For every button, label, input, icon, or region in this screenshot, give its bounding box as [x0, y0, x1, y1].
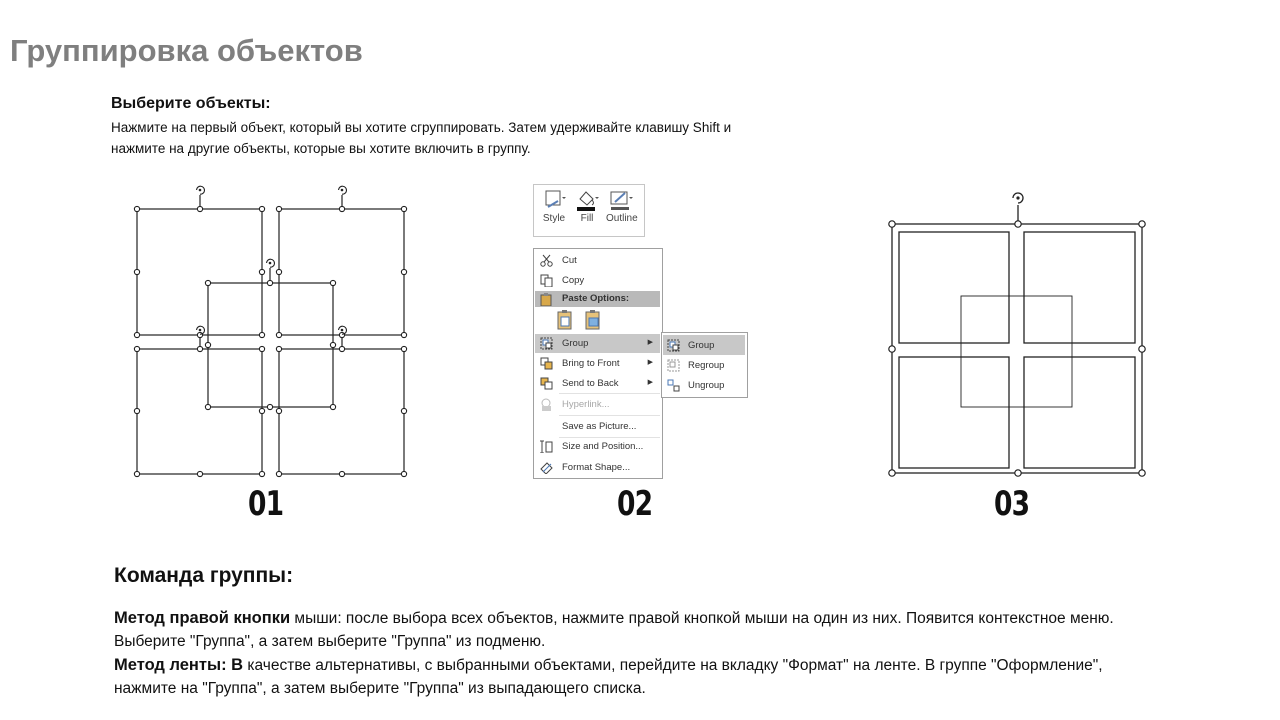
style-icon [542, 189, 566, 211]
group-submenu [661, 332, 748, 398]
menu-item-save-as-picture[interactable]: Save as Picture... [562, 421, 637, 432]
format-ribbon-group [533, 184, 645, 237]
ribbon-method-label: Метод ленты: В [114, 656, 244, 674]
submenu-item-ungroup[interactable]: Ungroup [663, 375, 745, 395]
submenu-arrow-icon: ▶ [647, 379, 653, 386]
selected-square-center [208, 283, 333, 407]
right-click-method-paragraph [114, 607, 1114, 653]
group-icon [667, 339, 680, 352]
bring-front-icon [540, 357, 553, 370]
size-position-icon [540, 440, 553, 453]
select-objects-text: Нажмите на первый объект, который вы хотите сгруппировать. Затем удерживайте клавишу Shift и нажмите на другие объекты, которые вы хотите включить в группу. [111, 120, 732, 156]
selected-square-top-right [279, 209, 404, 335]
group-icon [540, 337, 553, 350]
selected-square-bottom-left [137, 349, 262, 474]
ungroup-icon [667, 379, 680, 392]
menu-item-copy[interactable]: Copy [535, 271, 660, 290]
style-button[interactable]: Style [539, 189, 569, 224]
format-shape-icon [540, 461, 553, 474]
menu-item-paste-options: Paste Options: [535, 291, 660, 307]
menu-item-cut[interactable]: Cut [535, 251, 660, 270]
group-selection-frame [892, 224, 1142, 473]
group-command-heading: Команда группы: [114, 564, 294, 587]
figure-01-selected-shapes [125, 178, 420, 483]
ribbon-method-text: качестве альтернативы, с выбранными объектами, перейдите на вкладку "Формат" на ленте. В группе "Оформление", нажмите на "Группа", а затем выберите "Группа" из выпадающего списка. [114, 657, 1103, 697]
submenu-arrow-icon: ▶ [647, 339, 653, 346]
paste-keep-format-icon [558, 310, 571, 329]
figure-label-01: 01 [248, 484, 284, 524]
context-menu [533, 248, 663, 479]
menu-item-send-to-back[interactable]: Send to Back ▶ [535, 374, 660, 393]
menu-item-bring-to-front[interactable]: Bring to Front ▶ [535, 354, 660, 373]
menu-item-size-and-position[interactable]: Size and Position... [535, 437, 660, 456]
fill-button[interactable]: Fill [572, 189, 602, 224]
menu-item-format-shape[interactable]: Format Shape... [535, 458, 660, 477]
ribbon-method-paragraph [114, 654, 1114, 700]
outline-button[interactable]: Outline [606, 189, 636, 224]
paste-icon [540, 293, 553, 306]
menu-item-group[interactable]: Group ▶ [535, 334, 660, 353]
send-back-icon [540, 377, 553, 390]
submenu-item-group[interactable]: Group [663, 335, 745, 355]
select-objects-heading: Выберите объекты: [111, 95, 271, 112]
copy-icon [540, 274, 553, 287]
menu-item-hyperlink[interactable]: Hyperlink... [535, 395, 660, 414]
right-click-method-label: Метод правой кнопки [114, 609, 291, 627]
paste-option-buttons[interactable] [556, 310, 606, 332]
figure-label-02: 02 [617, 484, 653, 524]
submenu-arrow-icon: ▶ [647, 359, 653, 366]
submenu-item-regroup[interactable]: Regroup [663, 355, 745, 375]
selected-square-top-left [137, 209, 262, 335]
regroup-icon [667, 359, 680, 372]
selected-square-bottom-right [279, 349, 404, 474]
page-title: Группировка объектов [10, 33, 363, 68]
scissors-icon [540, 254, 553, 267]
right-click-method-text: мыши: после выбора всех объектов, нажмите правой кнопкой мыши на один из них. Появится контекстное меню. Выберите "Группа", а затем выберите "Группа" из подменю. [114, 610, 1114, 650]
figure-label-03: 03 [994, 484, 1030, 524]
outline-pen-icon [609, 189, 633, 211]
paste-picture-icon [586, 310, 599, 329]
hyperlink-icon [540, 398, 553, 411]
figure-03-grouped-shapes [880, 185, 1155, 485]
fill-bucket-icon [575, 189, 599, 211]
